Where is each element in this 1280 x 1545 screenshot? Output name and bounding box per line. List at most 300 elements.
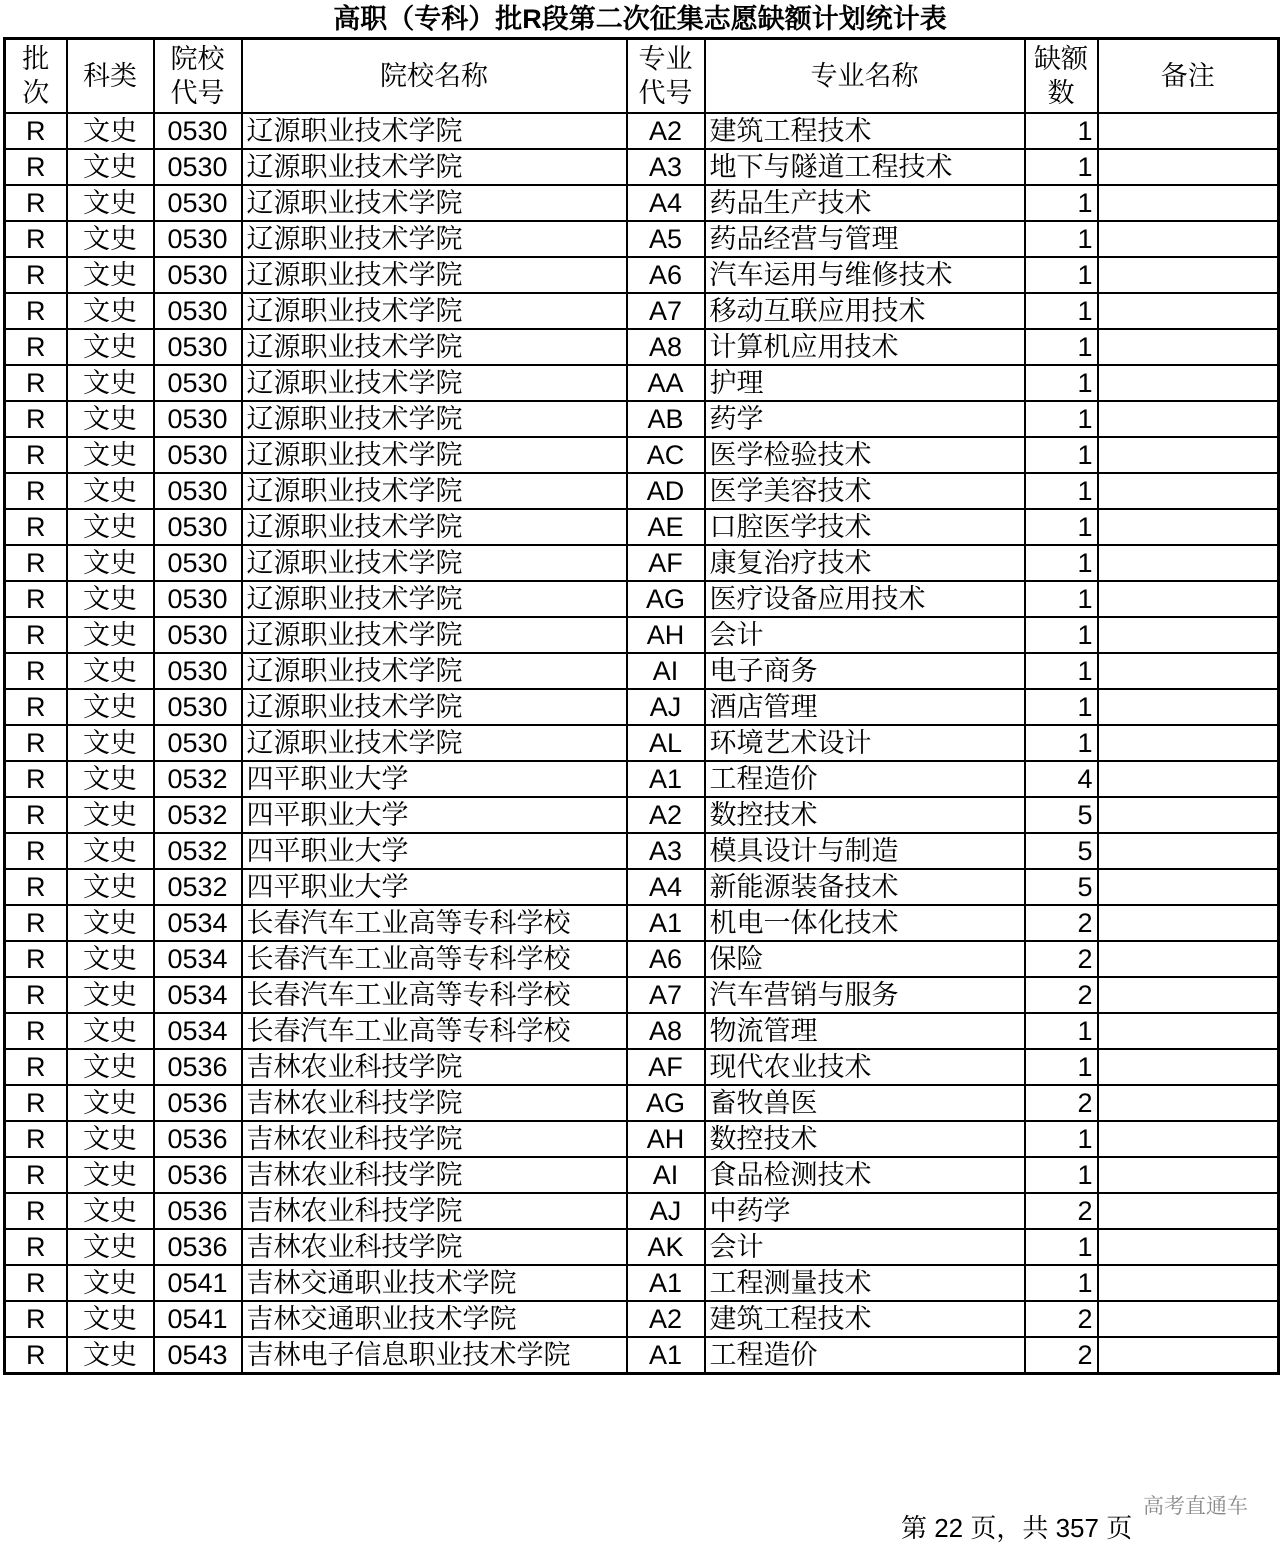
cell-school-name: 辽源职业技术学院: [242, 293, 627, 329]
header-school-name: 院校名称: [242, 39, 627, 114]
cell-major-name: 建筑工程技术: [705, 1301, 1025, 1337]
cell-major-code: AI: [627, 653, 705, 689]
cell-school-name: 四平职业大学: [242, 833, 627, 869]
cell-major-name: 移动互联应用技术: [705, 293, 1025, 329]
cell-school-code: 0536: [154, 1193, 242, 1229]
table-row: [5, 1301, 1279, 1337]
cell-batch: R: [5, 113, 67, 149]
cell-school-code: 0530: [154, 113, 242, 149]
cell-major-name: 工程测量技术: [705, 1265, 1025, 1301]
cell-remarks: [1098, 833, 1279, 869]
cell-major-name: 计算机应用技术: [705, 329, 1025, 365]
cell-school-code: 0530: [154, 257, 242, 293]
cell-vacancy: 1: [1025, 545, 1098, 581]
cell-category: 文史: [67, 689, 154, 725]
cell-remarks: [1098, 437, 1279, 473]
table-row: [5, 149, 1279, 185]
cell-category: 文史: [67, 221, 154, 257]
cell-remarks: [1098, 617, 1279, 653]
cell-vacancy: 1: [1025, 473, 1098, 509]
cell-vacancy: 1: [1025, 221, 1098, 257]
table-row: [5, 185, 1279, 221]
cell-major-code: A2: [627, 797, 705, 833]
table-row: [5, 869, 1279, 905]
cell-major-name: 酒店管理: [705, 689, 1025, 725]
cell-school-code: 0536: [154, 1229, 242, 1265]
cell-major-name: 医学检验技术: [705, 437, 1025, 473]
table-row: [5, 1049, 1279, 1085]
cell-major-code: AC: [627, 437, 705, 473]
cell-batch: R: [5, 329, 67, 365]
cell-remarks: [1098, 1157, 1279, 1193]
cell-major-code: AJ: [627, 689, 705, 725]
cell-remarks: [1098, 365, 1279, 401]
cell-category: 文史: [67, 977, 154, 1013]
cell-batch: R: [5, 473, 67, 509]
cell-school-name: 吉林农业科技学院: [242, 1085, 627, 1121]
cell-school-code: 0534: [154, 941, 242, 977]
cell-major-name: 工程造价: [705, 1337, 1025, 1374]
cell-vacancy: 1: [1025, 1229, 1098, 1265]
cell-school-code: 0532: [154, 833, 242, 869]
cell-major-name: 物流管理: [705, 1013, 1025, 1049]
cell-school-name: 辽源职业技术学院: [242, 581, 627, 617]
cell-batch: R: [5, 509, 67, 545]
cell-category: 文史: [67, 1265, 154, 1301]
cell-category: 文史: [67, 1301, 154, 1337]
cell-remarks: [1098, 1301, 1279, 1337]
cell-school-name: 辽源职业技术学院: [242, 149, 627, 185]
cell-major-code: A7: [627, 293, 705, 329]
cell-major-code: AD: [627, 473, 705, 509]
cell-school-name: 辽源职业技术学院: [242, 329, 627, 365]
table-row: [5, 689, 1279, 725]
cell-batch: R: [5, 1121, 67, 1157]
cell-category: 文史: [67, 401, 154, 437]
table-body: [5, 113, 1279, 1374]
cell-school-code: 0530: [154, 545, 242, 581]
cell-batch: R: [5, 869, 67, 905]
cell-major-name: 汽车营销与服务: [705, 977, 1025, 1013]
cell-remarks: [1098, 797, 1279, 833]
cell-batch: R: [5, 617, 67, 653]
table-row: [5, 1265, 1279, 1301]
cell-batch: R: [5, 1085, 67, 1121]
cell-vacancy: 1: [1025, 1157, 1098, 1193]
cell-batch: R: [5, 293, 67, 329]
cell-category: 文史: [67, 365, 154, 401]
cell-category: 文史: [67, 1013, 154, 1049]
cell-remarks: [1098, 293, 1279, 329]
cell-category: 文史: [67, 1193, 154, 1229]
cell-vacancy: 1: [1025, 113, 1098, 149]
cell-remarks: [1098, 869, 1279, 905]
cell-remarks: [1098, 905, 1279, 941]
cell-vacancy: 1: [1025, 293, 1098, 329]
table-row: [5, 437, 1279, 473]
cell-major-name: 现代农业技术: [705, 1049, 1025, 1085]
cell-school-code: 0530: [154, 293, 242, 329]
table-row: [5, 1193, 1279, 1229]
cell-major-name: 汽车运用与维修技术: [705, 257, 1025, 293]
table-row: [5, 1121, 1279, 1157]
cell-batch: R: [5, 401, 67, 437]
cell-major-name: 建筑工程技术: [705, 113, 1025, 149]
cell-school-name: 四平职业大学: [242, 869, 627, 905]
table-row: [5, 365, 1279, 401]
cell-major-name: 口腔医学技术: [705, 509, 1025, 545]
cell-vacancy: 1: [1025, 653, 1098, 689]
cell-remarks: [1098, 1337, 1279, 1374]
cell-batch: R: [5, 689, 67, 725]
cell-category: 文史: [67, 185, 154, 221]
table-row: [5, 1013, 1279, 1049]
table-row: [5, 1337, 1279, 1374]
cell-remarks: [1098, 545, 1279, 581]
cell-vacancy: 2: [1025, 977, 1098, 1013]
table-row: [5, 581, 1279, 617]
cell-major-code: AH: [627, 1121, 705, 1157]
cell-school-name: 辽源职业技术学院: [242, 437, 627, 473]
cell-school-code: 0541: [154, 1301, 242, 1337]
cell-major-name: 新能源装备技术: [705, 869, 1025, 905]
cell-school-code: 0530: [154, 725, 242, 761]
cell-school-name: 辽源职业技术学院: [242, 257, 627, 293]
cell-school-code: 0543: [154, 1337, 242, 1374]
cell-vacancy: 4: [1025, 761, 1098, 797]
cell-vacancy: 1: [1025, 401, 1098, 437]
cell-school-code: 0530: [154, 401, 242, 437]
cell-school-code: 0532: [154, 797, 242, 833]
cell-category: 文史: [67, 329, 154, 365]
cell-school-code: 0530: [154, 581, 242, 617]
header-category: 科类: [67, 39, 154, 114]
cell-school-code: 0530: [154, 365, 242, 401]
cell-major-name: 医学美容技术: [705, 473, 1025, 509]
cell-category: 文史: [67, 941, 154, 977]
cell-major-name: 护理: [705, 365, 1025, 401]
cell-school-name: 长春汽车工业高等专科学校: [242, 1013, 627, 1049]
cell-major-name: 会计: [705, 1229, 1025, 1265]
cell-school-code: 0532: [154, 869, 242, 905]
cell-category: 文史: [67, 581, 154, 617]
cell-remarks: [1098, 509, 1279, 545]
table-row: [5, 977, 1279, 1013]
table-row: [5, 653, 1279, 689]
table-row: [5, 113, 1279, 149]
cell-vacancy: 5: [1025, 833, 1098, 869]
cell-remarks: [1098, 113, 1279, 149]
cell-school-code: 0530: [154, 329, 242, 365]
cell-school-code: 0530: [154, 473, 242, 509]
cell-remarks: [1098, 1049, 1279, 1085]
table-row: [5, 617, 1279, 653]
cell-school-name: 辽源职业技术学院: [242, 653, 627, 689]
cell-category: 文史: [67, 293, 154, 329]
cell-major-code: A2: [627, 113, 705, 149]
table-row: [5, 1229, 1279, 1265]
cell-category: 文史: [67, 437, 154, 473]
cell-school-name: 辽源职业技术学院: [242, 401, 627, 437]
cell-batch: R: [5, 977, 67, 1013]
cell-major-code: A1: [627, 1337, 705, 1374]
header-vacancy: 缺额数: [1025, 39, 1098, 114]
table-row: [5, 905, 1279, 941]
cell-remarks: [1098, 1085, 1279, 1121]
cell-vacancy: 2: [1025, 1085, 1098, 1121]
cell-category: 文史: [67, 797, 154, 833]
table-row: [5, 293, 1279, 329]
cell-school-name: 辽源职业技术学院: [242, 545, 627, 581]
cell-major-name: 药品经营与管理: [705, 221, 1025, 257]
cell-school-name: 辽源职业技术学院: [242, 365, 627, 401]
cell-batch: R: [5, 833, 67, 869]
cell-batch: R: [5, 941, 67, 977]
cell-school-name: 吉林交通职业技术学院: [242, 1301, 627, 1337]
cell-vacancy: 1: [1025, 581, 1098, 617]
cell-remarks: [1098, 257, 1279, 293]
cell-category: 文史: [67, 1229, 154, 1265]
cell-vacancy: 2: [1025, 905, 1098, 941]
cell-major-name: 畜牧兽医: [705, 1085, 1025, 1121]
cell-remarks: [1098, 1265, 1279, 1301]
cell-vacancy: 1: [1025, 149, 1098, 185]
cell-batch: R: [5, 1229, 67, 1265]
cell-school-name: 吉林农业科技学院: [242, 1193, 627, 1229]
cell-category: 文史: [67, 257, 154, 293]
cell-major-code: A3: [627, 833, 705, 869]
cell-batch: R: [5, 545, 67, 581]
table-row: [5, 797, 1279, 833]
cell-major-name: 数控技术: [705, 1121, 1025, 1157]
cell-vacancy: 1: [1025, 689, 1098, 725]
cell-major-code: AB: [627, 401, 705, 437]
cell-school-name: 吉林交通职业技术学院: [242, 1265, 627, 1301]
cell-major-name: 电子商务: [705, 653, 1025, 689]
table-row: [5, 941, 1279, 977]
cell-school-name: 辽源职业技术学院: [242, 113, 627, 149]
cell-major-code: A1: [627, 1265, 705, 1301]
cell-school-code: 0534: [154, 977, 242, 1013]
cell-batch: R: [5, 1265, 67, 1301]
cell-remarks: [1098, 329, 1279, 365]
cell-category: 文史: [67, 617, 154, 653]
cell-category: 文史: [67, 113, 154, 149]
cell-school-name: 吉林农业科技学院: [242, 1229, 627, 1265]
cell-school-code: 0536: [154, 1085, 242, 1121]
cell-batch: R: [5, 1013, 67, 1049]
cell-vacancy: 1: [1025, 1013, 1098, 1049]
page-title: 高职（专科）批R段第二次征集志愿缺额计划统计表: [333, 4, 947, 34]
cell-batch: R: [5, 1049, 67, 1085]
cell-major-name: 保险: [705, 941, 1025, 977]
cell-vacancy: 1: [1025, 437, 1098, 473]
table-row: [5, 257, 1279, 293]
table-row: [5, 329, 1279, 365]
cell-school-name: 长春汽车工业高等专科学校: [242, 941, 627, 977]
cell-school-code: 0536: [154, 1121, 242, 1157]
cell-school-code: 0536: [154, 1049, 242, 1085]
cell-category: 文史: [67, 473, 154, 509]
cell-major-code: A4: [627, 185, 705, 221]
cell-batch: R: [5, 1301, 67, 1337]
table-row: [5, 401, 1279, 437]
cell-major-code: A4: [627, 869, 705, 905]
table-row: [5, 761, 1279, 797]
cell-category: 文史: [67, 653, 154, 689]
cell-batch: R: [5, 725, 67, 761]
watermark: 高考直通车: [1143, 1495, 1248, 1518]
cell-school-name: 长春汽车工业高等专科学校: [242, 905, 627, 941]
cell-major-code: A1: [627, 761, 705, 797]
cell-remarks: [1098, 1229, 1279, 1265]
table-row: [5, 221, 1279, 257]
cell-remarks: [1098, 401, 1279, 437]
cell-major-code: A6: [627, 257, 705, 293]
cell-batch: R: [5, 581, 67, 617]
cell-major-name: 环境艺术设计: [705, 725, 1025, 761]
cell-vacancy: 5: [1025, 869, 1098, 905]
cell-major-code: AJ: [627, 1193, 705, 1229]
cell-school-name: 辽源职业技术学院: [242, 689, 627, 725]
cell-major-code: AG: [627, 581, 705, 617]
cell-batch: R: [5, 653, 67, 689]
cell-school-code: 0536: [154, 1157, 242, 1193]
cell-major-code: A1: [627, 905, 705, 941]
cell-major-name: 康复治疗技术: [705, 545, 1025, 581]
cell-category: 文史: [67, 869, 154, 905]
cell-remarks: [1098, 1193, 1279, 1229]
cell-remarks: [1098, 1121, 1279, 1157]
cell-batch: R: [5, 797, 67, 833]
cell-remarks: [1098, 941, 1279, 977]
cell-major-code: AA: [627, 365, 705, 401]
cell-major-name: 数控技术: [705, 797, 1025, 833]
cell-major-name: 模具设计与制造: [705, 833, 1025, 869]
cell-school-code: 0530: [154, 617, 242, 653]
header-major-code: 专业代号: [627, 39, 705, 114]
cell-school-code: 0530: [154, 437, 242, 473]
cell-vacancy: 1: [1025, 1121, 1098, 1157]
cell-school-name: 长春汽车工业高等专科学校: [242, 977, 627, 1013]
cell-vacancy: 1: [1025, 329, 1098, 365]
cell-school-name: 四平职业大学: [242, 761, 627, 797]
cell-school-name: 辽源职业技术学院: [242, 473, 627, 509]
cell-major-name: 机电一体化技术: [705, 905, 1025, 941]
cell-school-name: 辽源职业技术学院: [242, 617, 627, 653]
cell-remarks: [1098, 149, 1279, 185]
cell-major-code: AK: [627, 1229, 705, 1265]
cell-major-name: 会计: [705, 617, 1025, 653]
cell-school-code: 0532: [154, 761, 242, 797]
cell-major-name: 工程造价: [705, 761, 1025, 797]
cell-batch: R: [5, 257, 67, 293]
cell-category: 文史: [67, 509, 154, 545]
cell-batch: R: [5, 1337, 67, 1374]
cell-major-code: AG: [627, 1085, 705, 1121]
table-row: [5, 833, 1279, 869]
quota-table: [3, 37, 1280, 1375]
table-row: [5, 473, 1279, 509]
cell-major-code: A5: [627, 221, 705, 257]
cell-remarks: [1098, 689, 1279, 725]
cell-vacancy: 1: [1025, 185, 1098, 221]
cell-batch: R: [5, 1193, 67, 1229]
header-batch: 批次: [5, 39, 67, 114]
cell-remarks: [1098, 977, 1279, 1013]
cell-major-name: 中药学: [705, 1193, 1025, 1229]
cell-school-name: 辽源职业技术学院: [242, 185, 627, 221]
cell-major-name: 药学: [705, 401, 1025, 437]
cell-school-name: 四平职业大学: [242, 797, 627, 833]
cell-major-code: A2: [627, 1301, 705, 1337]
cell-remarks: [1098, 185, 1279, 221]
cell-batch: R: [5, 1157, 67, 1193]
cell-school-name: 辽源职业技术学院: [242, 509, 627, 545]
cell-vacancy: 1: [1025, 1049, 1098, 1085]
cell-batch: R: [5, 437, 67, 473]
cell-remarks: [1098, 221, 1279, 257]
cell-major-code: AE: [627, 509, 705, 545]
cell-category: 文史: [67, 1337, 154, 1374]
table-row: [5, 1157, 1279, 1193]
cell-school-name: 辽源职业技术学院: [242, 221, 627, 257]
cell-major-code: AF: [627, 545, 705, 581]
cell-vacancy: 1: [1025, 725, 1098, 761]
cell-batch: R: [5, 761, 67, 797]
cell-batch: R: [5, 221, 67, 257]
cell-school-name: 辽源职业技术学院: [242, 725, 627, 761]
cell-school-name: 吉林农业科技学院: [242, 1121, 627, 1157]
header-row: [5, 39, 1279, 114]
cell-school-name: 吉林农业科技学院: [242, 1049, 627, 1085]
cell-category: 文史: [67, 1121, 154, 1157]
cell-school-name: 吉林农业科技学院: [242, 1157, 627, 1193]
cell-vacancy: 2: [1025, 1337, 1098, 1374]
cell-category: 文史: [67, 1049, 154, 1085]
table-row: [5, 545, 1279, 581]
cell-batch: R: [5, 185, 67, 221]
cell-major-code: AL: [627, 725, 705, 761]
cell-remarks: [1098, 725, 1279, 761]
cell-vacancy: 1: [1025, 365, 1098, 401]
cell-vacancy: 1: [1025, 509, 1098, 545]
cell-category: 文史: [67, 545, 154, 581]
cell-category: 文史: [67, 1157, 154, 1193]
table-row: [5, 725, 1279, 761]
cell-major-code: AI: [627, 1157, 705, 1193]
cell-school-code: 0530: [154, 221, 242, 257]
cell-remarks: [1098, 1013, 1279, 1049]
cell-school-code: 0530: [154, 149, 242, 185]
cell-school-code: 0530: [154, 185, 242, 221]
cell-school-code: 0530: [154, 653, 242, 689]
cell-remarks: [1098, 581, 1279, 617]
cell-vacancy: 2: [1025, 941, 1098, 977]
cell-vacancy: 1: [1025, 257, 1098, 293]
cell-category: 文史: [67, 833, 154, 869]
table-row: [5, 509, 1279, 545]
cell-batch: R: [5, 905, 67, 941]
cell-school-code: 0534: [154, 905, 242, 941]
cell-school-name: 吉林电子信息职业技术学院: [242, 1337, 627, 1374]
cell-major-code: AF: [627, 1049, 705, 1085]
cell-remarks: [1098, 761, 1279, 797]
cell-major-code: A8: [627, 1013, 705, 1049]
cell-school-code: 0534: [154, 1013, 242, 1049]
cell-school-code: 0530: [154, 689, 242, 725]
cell-major-name: 药品生产技术: [705, 185, 1025, 221]
